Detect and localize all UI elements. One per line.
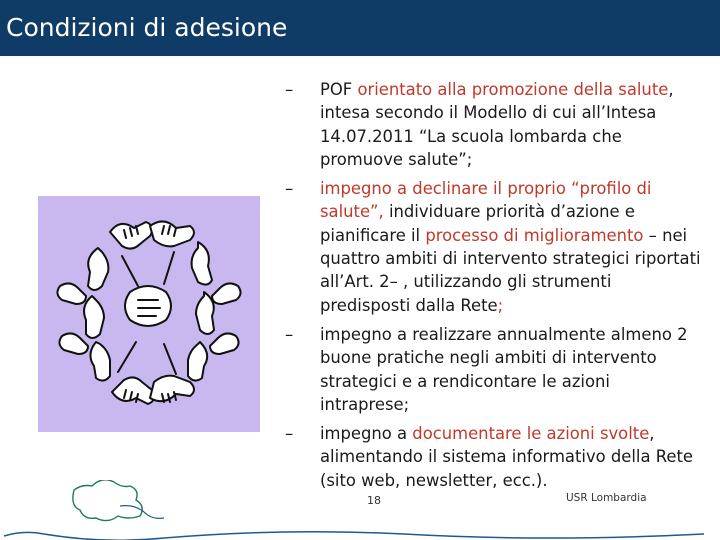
bullet-text: tegici e a rendicontare le azioni intraprese;: [320, 371, 610, 414]
bullet-text: , alimentando il sistema informativo della Rete (sito web, newsletter, ecc.).: [320, 424, 693, 490]
bullet-item: [282, 323, 702, 416]
bullet-item: [282, 177, 702, 317]
bullet-highlight: documentare le azioni svolte: [412, 424, 650, 444]
bullet-marker: –: [285, 80, 294, 99]
lombardia-map-icon: [0, 480, 720, 540]
bullet-highlight: orientato alla promozione della salute: [357, 80, 669, 99]
page-number: 18: [367, 494, 381, 507]
bullet-marker: –: [285, 179, 294, 199]
bullet-item: [282, 78, 702, 171]
bullet-marker: –: [285, 324, 294, 344]
bullet-text: impegno a: [320, 424, 413, 444]
bullet-text: – nei quattro ambiti di intervento strategici riportati all’Art. 2– , utilizzando gli strumenti predisposti dalla Rete: [320, 225, 701, 315]
bullet-list: [282, 78, 702, 498]
bullet-text: impegno a realizzare annualmente almeno 2 buone pratiche negli ambiti di intervento stra: [320, 324, 688, 391]
bullet-highlight: ;: [497, 295, 504, 315]
bullet-highlight: impegno a declinare il proprio “profilo di salute”,: [320, 179, 652, 222]
title-bar: [0, 0, 720, 56]
slide-title: Condizioni di adesione: [6, 13, 288, 42]
bullet-highlight: processo di miglioramento: [425, 225, 644, 245]
bullet-text: individuare priorità d’azione e pianificare il: [320, 202, 635, 245]
footer-organization: USR Lombardia: [566, 492, 647, 504]
bullet-text: POF: [320, 80, 358, 99]
bullet-text: , intesa secondo il Modello di cui all’Intesa 14.07.2011 “La scuola lombarda che promuove salute”;: [320, 80, 674, 169]
bullet-marker: –: [285, 424, 294, 444]
interlocking-hands-icon: [38, 196, 260, 432]
